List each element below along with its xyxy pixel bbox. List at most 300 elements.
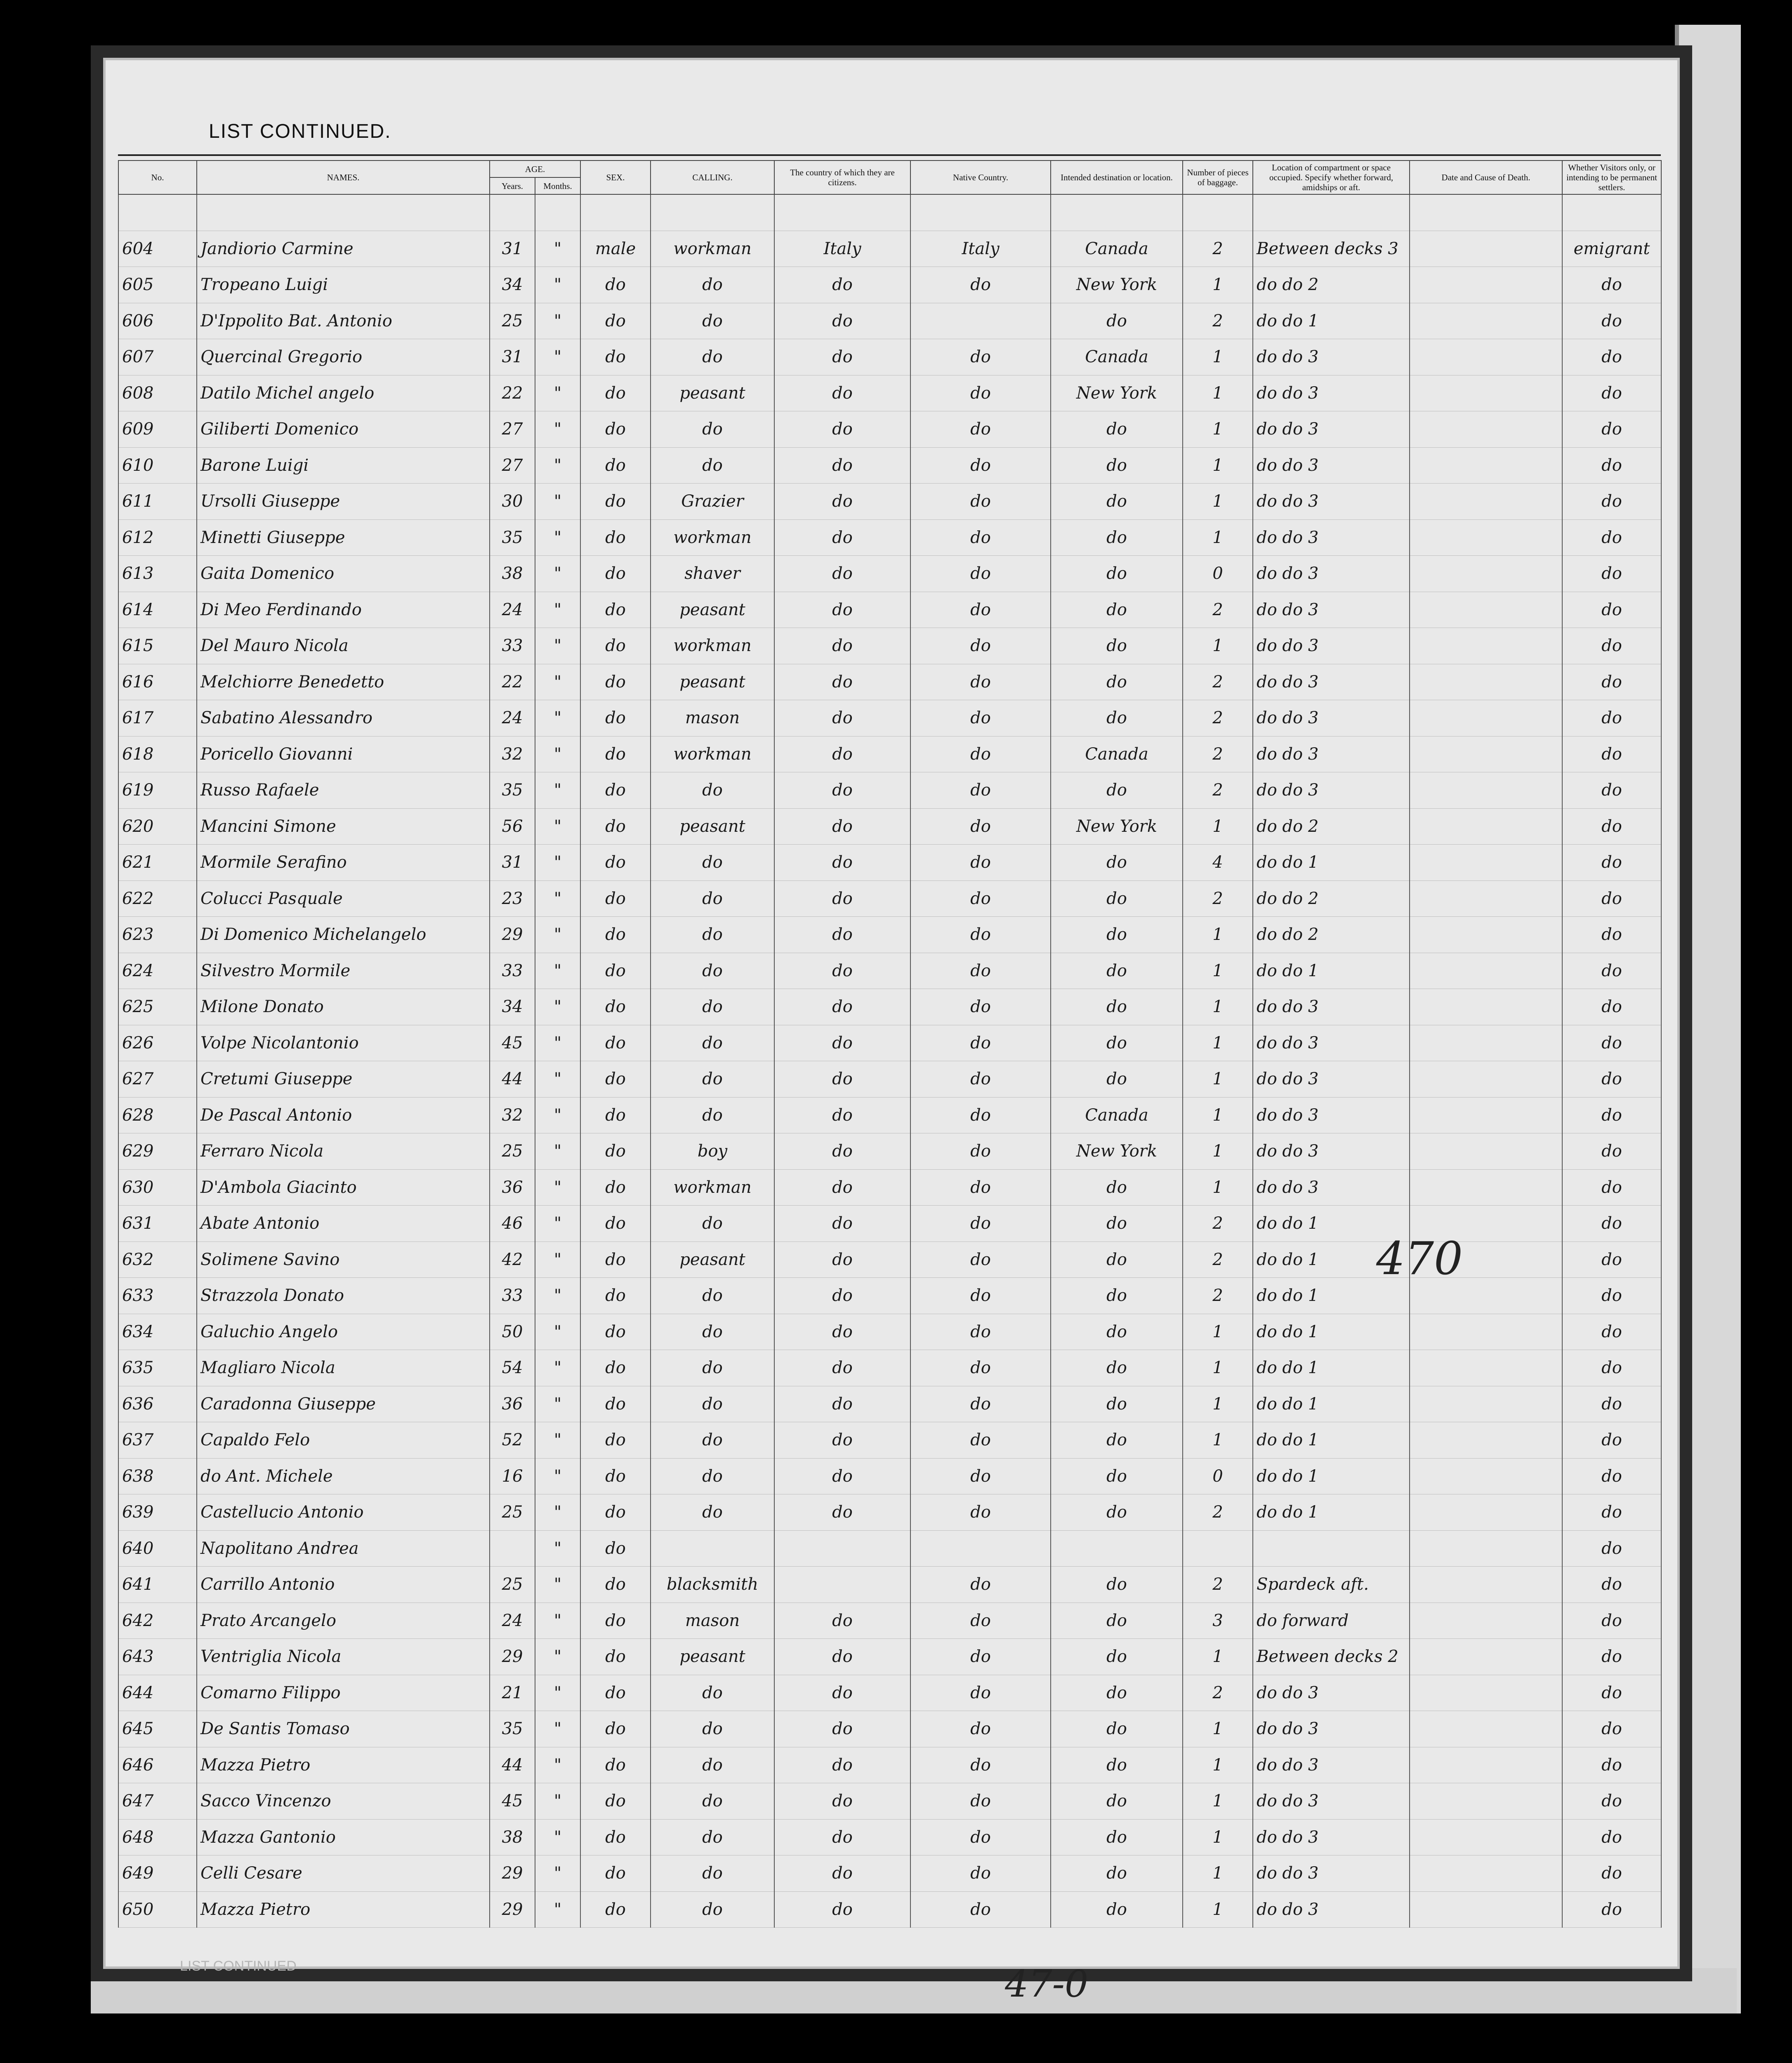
compartment-location-cell: do do 3: [1253, 772, 1410, 809]
sex-cell: do: [580, 411, 651, 448]
table-row: [118, 592, 1661, 628]
citizenship-cell: do: [774, 592, 910, 628]
passenger-name-cell: Prato Arcangelo: [197, 1603, 490, 1639]
table-row: [118, 1350, 1661, 1386]
table-row: [118, 519, 1661, 556]
age-months-cell: ": [535, 1530, 580, 1567]
settler-status-cell: do: [1562, 880, 1661, 917]
table-row: [118, 231, 1661, 267]
compartment-location-cell: do do 1: [1253, 1386, 1410, 1422]
calling-cell: workman: [651, 628, 774, 664]
death-info-cell: [1410, 1711, 1562, 1747]
sex-cell: do: [580, 1350, 651, 1386]
bottom-annotation: 47-0: [1005, 1962, 1089, 2006]
age-months-cell: ": [535, 375, 580, 411]
compartment-location-cell: do do 3: [1253, 1819, 1410, 1855]
baggage-count-cell: 1: [1183, 1783, 1253, 1820]
col-sex: SEX.: [580, 161, 651, 194]
age-months-cell: ": [535, 808, 580, 845]
citizenship-cell: do: [774, 664, 910, 700]
calling-cell: do: [651, 267, 774, 303]
citizenship-cell: do: [774, 1133, 910, 1170]
baggage-count-cell: 1: [1183, 1314, 1253, 1350]
sex-cell: do: [580, 519, 651, 556]
native-country-cell: do: [910, 1639, 1051, 1675]
age-months-cell: ": [535, 1350, 580, 1386]
baggage-count-cell: 1: [1183, 1639, 1253, 1675]
compartment-location-cell: Between decks 3: [1253, 231, 1410, 267]
death-info-cell: [1410, 845, 1562, 881]
compartment-location-cell: do do 2: [1253, 880, 1410, 917]
native-country-cell: do: [910, 447, 1051, 484]
compartment-location-cell: do do 2: [1253, 808, 1410, 845]
age-years-cell: 24: [490, 700, 535, 736]
passenger-name-cell: Datilo Michel angelo: [197, 375, 490, 411]
age-years-cell: 31: [490, 845, 535, 881]
death-info-cell: [1410, 1133, 1562, 1170]
settler-status-cell: do: [1562, 953, 1661, 989]
citizenship-cell: do: [774, 1278, 910, 1314]
age-years-cell: 34: [490, 267, 535, 303]
table-row: [118, 1675, 1661, 1711]
table-row: [118, 1422, 1661, 1459]
death-info-cell: [1410, 736, 1562, 772]
passenger-name-cell: Caradonna Giuseppe: [197, 1386, 490, 1422]
age-years-cell: 16: [490, 1458, 535, 1494]
age-months-cell: ": [535, 447, 580, 484]
calling-cell: do: [651, 1783, 774, 1820]
destination-cell: do: [1051, 917, 1183, 953]
sex-cell: do: [580, 447, 651, 484]
compartment-location-cell: do do 3: [1253, 1711, 1410, 1747]
age-months-cell: ": [535, 845, 580, 881]
baggage-count-cell: 1: [1183, 447, 1253, 484]
compartment-location-cell: do do 1: [1253, 953, 1410, 989]
sex-cell: do: [580, 1133, 651, 1170]
baggage-count-cell: 2: [1183, 1206, 1253, 1242]
calling-cell: do: [651, 1097, 774, 1133]
native-country-cell: do: [910, 339, 1051, 375]
passenger-name-cell: D'Ippolito Bat. Antonio: [197, 303, 490, 339]
age-years-cell: [490, 1530, 535, 1567]
citizenship-cell: do: [774, 1242, 910, 1278]
destination-cell: do: [1051, 989, 1183, 1025]
citizenship-cell: do: [774, 628, 910, 664]
passenger-name-cell: Sabatino Alessandro: [197, 700, 490, 736]
death-info-cell: [1410, 231, 1562, 267]
row-number-cell: 650: [118, 1891, 197, 1928]
native-country-cell: do: [910, 411, 1051, 448]
passenger-name-cell: Mazza Pietro: [197, 1891, 490, 1928]
age-years-cell: 38: [490, 1819, 535, 1855]
compartment-location-cell: do do 3: [1253, 1891, 1410, 1928]
compartment-location-cell: do do 3: [1253, 375, 1410, 411]
native-country-cell: do: [910, 1567, 1051, 1603]
destination-cell: do: [1051, 1206, 1183, 1242]
table-row: [118, 1891, 1661, 1928]
destination-cell: do: [1051, 1242, 1183, 1278]
citizenship-cell: do: [774, 303, 910, 339]
table-row: [118, 1747, 1661, 1783]
citizenship-cell: do: [774, 411, 910, 448]
binding-spine: [1675, 25, 1741, 2013]
table-row: [118, 736, 1661, 772]
destination-cell: New York: [1051, 375, 1183, 411]
compartment-location-cell: do do 3: [1253, 1675, 1410, 1711]
row-number-cell: 619: [118, 772, 197, 809]
age-months-cell: ": [535, 1675, 580, 1711]
table-row: [118, 411, 1661, 448]
native-country-cell: do: [910, 1314, 1051, 1350]
destination-cell: Canada: [1051, 736, 1183, 772]
death-info-cell: [1410, 1819, 1562, 1855]
compartment-location-cell: do do 1: [1253, 1458, 1410, 1494]
citizenship-cell: Italy: [774, 231, 910, 267]
passenger-name-cell: Magliaro Nicola: [197, 1350, 490, 1386]
row-number-cell: 604: [118, 231, 197, 267]
sex-cell: do: [580, 1097, 651, 1133]
baggage-count-cell: 2: [1183, 1278, 1253, 1314]
death-info-cell: [1410, 1783, 1562, 1820]
table-row: [118, 917, 1661, 953]
table-row: [118, 1314, 1661, 1350]
row-number-cell: 612: [118, 519, 197, 556]
age-years-cell: 29: [490, 1639, 535, 1675]
destination-cell: New York: [1051, 267, 1183, 303]
sex-cell: do: [580, 1567, 651, 1603]
sex-cell: do: [580, 1386, 651, 1422]
destination-cell: do: [1051, 1494, 1183, 1531]
native-country-cell: do: [910, 880, 1051, 917]
native-country-cell: do: [910, 1422, 1051, 1459]
table-row: [118, 845, 1661, 881]
age-months-cell: ": [535, 1278, 580, 1314]
header-row: [118, 161, 1661, 177]
passenger-name-cell: Solimene Savino: [197, 1242, 490, 1278]
table-row: [118, 1386, 1661, 1422]
row-number-cell: 623: [118, 917, 197, 953]
sex-cell: do: [580, 1891, 651, 1928]
settler-status-cell: do: [1562, 484, 1661, 520]
calling-cell: shaver: [651, 556, 774, 592]
calling-cell: do: [651, 303, 774, 339]
calling-cell: do: [651, 1675, 774, 1711]
row-number-cell: 634: [118, 1314, 197, 1350]
sex-cell: do: [580, 1783, 651, 1820]
age-months-cell: ": [535, 736, 580, 772]
sex-cell: do: [580, 989, 651, 1025]
age-months-cell: ": [535, 1783, 580, 1820]
row-number-cell: 622: [118, 880, 197, 917]
citizenship-cell: do: [774, 556, 910, 592]
death-info-cell: [1410, 1747, 1562, 1783]
settler-status-cell: do: [1562, 1783, 1661, 1820]
baggage-count-cell: 2: [1183, 231, 1253, 267]
compartment-location-cell: do do 2: [1253, 917, 1410, 953]
settler-status-cell: do: [1562, 592, 1661, 628]
native-country-cell: do: [910, 1386, 1051, 1422]
baggage-count-cell: 1: [1183, 1025, 1253, 1061]
destination-cell: do: [1051, 484, 1183, 520]
age-months-cell: ": [535, 1855, 580, 1892]
passenger-name-cell: Mazza Gantonio: [197, 1819, 490, 1855]
citizenship-cell: do: [774, 845, 910, 881]
destination-cell: New York: [1051, 808, 1183, 845]
compartment-location-cell: do do 3: [1253, 447, 1410, 484]
age-months-cell: ": [535, 628, 580, 664]
calling-cell: do: [651, 1711, 774, 1747]
death-info-cell: [1410, 700, 1562, 736]
table-row: [118, 1639, 1661, 1675]
native-country-cell: do: [910, 953, 1051, 989]
baggage-count-cell: 0: [1183, 556, 1253, 592]
settler-status-cell: do: [1562, 1206, 1661, 1242]
sex-cell: do: [580, 1242, 651, 1278]
destination-cell: New York: [1051, 1133, 1183, 1170]
age-years-cell: 22: [490, 664, 535, 700]
death-info-cell: [1410, 484, 1562, 520]
baggage-count-cell: 1: [1183, 1350, 1253, 1386]
age-years-cell: 30: [490, 484, 535, 520]
native-country-cell: [910, 1530, 1051, 1567]
baggage-count-cell: 2: [1183, 1675, 1253, 1711]
compartment-location-cell: do do 3: [1253, 1025, 1410, 1061]
col-no: No.: [118, 161, 197, 194]
native-country-cell: do: [910, 1061, 1051, 1098]
citizenship-cell: do: [774, 736, 910, 772]
compartment-location-cell: do do 3: [1253, 736, 1410, 772]
settler-status-cell: do: [1562, 1819, 1661, 1855]
compartment-location-cell: do do 1: [1253, 303, 1410, 339]
death-info-cell: [1410, 267, 1562, 303]
row-number-cell: 625: [118, 989, 197, 1025]
age-years-cell: 52: [490, 1422, 535, 1459]
baggage-count-cell: 2: [1183, 592, 1253, 628]
age-years-cell: 33: [490, 628, 535, 664]
citizenship-cell: do: [774, 1494, 910, 1531]
calling-cell: do: [651, 1061, 774, 1098]
settler-status-cell: do: [1562, 808, 1661, 845]
age-months-cell: ": [535, 772, 580, 809]
row-number-cell: 611: [118, 484, 197, 520]
death-info-cell: [1410, 1350, 1562, 1386]
native-country-cell: do: [910, 1783, 1051, 1820]
settler-status-cell: do: [1562, 1567, 1661, 1603]
row-number-cell: 624: [118, 953, 197, 989]
baggage-count-cell: 1: [1183, 339, 1253, 375]
sex-cell: do: [580, 845, 651, 881]
native-country-cell: do: [910, 1675, 1051, 1711]
baggage-count-cell: 1: [1183, 1386, 1253, 1422]
settler-status-cell: do: [1562, 1530, 1661, 1567]
age-years-cell: 29: [490, 1891, 535, 1928]
table-row: [118, 953, 1661, 989]
age-years-cell: 35: [490, 519, 535, 556]
compartment-location-cell: Spardeck aft.: [1253, 1567, 1410, 1603]
compartment-location-cell: do do 2: [1253, 267, 1410, 303]
passenger-name-cell: Russo Rafaele: [197, 772, 490, 809]
native-country-cell: do: [910, 1097, 1051, 1133]
sex-cell: do: [580, 1819, 651, 1855]
native-country-cell: do: [910, 1819, 1051, 1855]
destination-cell: Canada: [1051, 231, 1183, 267]
compartment-location-cell: do do 3: [1253, 339, 1410, 375]
native-country-cell: do: [910, 1891, 1051, 1928]
row-number-cell: 632: [118, 1242, 197, 1278]
sex-cell: do: [580, 1458, 651, 1494]
compartment-location-cell: do do 3: [1253, 484, 1410, 520]
passenger-name-cell: Minetti Giuseppe: [197, 519, 490, 556]
calling-cell: peasant: [651, 1242, 774, 1278]
table-row: [118, 1458, 1661, 1494]
citizenship-cell: [774, 1567, 910, 1603]
baggage-count-cell: 1: [1183, 267, 1253, 303]
passenger-name-cell: Strazzola Donato: [197, 1278, 490, 1314]
compartment-location-cell: do do 3: [1253, 700, 1410, 736]
age-years-cell: 33: [490, 1278, 535, 1314]
header-rule: [118, 154, 1661, 156]
citizenship-cell: do: [774, 1061, 910, 1098]
age-years-cell: 24: [490, 1603, 535, 1639]
death-info-cell: [1410, 1530, 1562, 1567]
passenger-name-cell: Giliberti Domenico: [197, 411, 490, 448]
table-body: [118, 194, 1661, 1928]
destination-cell: do: [1051, 880, 1183, 917]
passenger-name-cell: Ferraro Nicola: [197, 1133, 490, 1170]
destination-cell: do: [1051, 1603, 1183, 1639]
settler-status-cell: do: [1562, 1747, 1661, 1783]
sex-cell: do: [580, 556, 651, 592]
table-row: [118, 1783, 1661, 1820]
sex-cell: do: [580, 664, 651, 700]
calling-cell: do: [651, 880, 774, 917]
death-info-cell: [1410, 808, 1562, 845]
baggage-count-cell: 1: [1183, 411, 1253, 448]
baggage-count-cell: 2: [1183, 736, 1253, 772]
sex-cell: do: [580, 808, 651, 845]
settler-status-cell: do: [1562, 1603, 1661, 1639]
row-number-cell: 647: [118, 1783, 197, 1820]
passenger-name-cell: Barone Luigi: [197, 447, 490, 484]
baggage-count-cell: 1: [1183, 628, 1253, 664]
row-number-cell: 616: [118, 664, 197, 700]
native-country-cell: do: [910, 1350, 1051, 1386]
calling-cell: workman: [651, 1169, 774, 1206]
settler-status-cell: do: [1562, 1169, 1661, 1206]
baggage-count-cell: 1: [1183, 1819, 1253, 1855]
age-years-cell: 42: [490, 1242, 535, 1278]
compartment-location-cell: do do 3: [1253, 1783, 1410, 1820]
table-row: [118, 1567, 1661, 1603]
row-number-cell: 637: [118, 1422, 197, 1459]
baggage-count-cell: 2: [1183, 664, 1253, 700]
destination-cell: do: [1051, 519, 1183, 556]
row-number-cell: 639: [118, 1494, 197, 1531]
calling-cell: workman: [651, 736, 774, 772]
age-years-cell: 32: [490, 736, 535, 772]
age-months-cell: ": [535, 700, 580, 736]
bleed-through-text: LIST CONTINUED: [180, 1958, 297, 1974]
age-months-cell: ": [535, 1206, 580, 1242]
age-years-cell: 23: [490, 880, 535, 917]
baggage-count-cell: 2: [1183, 1494, 1253, 1531]
citizenship-cell: do: [774, 917, 910, 953]
calling-cell: do: [651, 1314, 774, 1350]
citizenship-cell: do: [774, 880, 910, 917]
compartment-location-cell: [1253, 1530, 1410, 1567]
sex-cell: do: [580, 1169, 651, 1206]
col-settler: Whether Visitors only, or intending to be permanent settlers.: [1562, 161, 1661, 194]
table-row: [118, 1603, 1661, 1639]
settler-status-cell: do: [1562, 375, 1661, 411]
passenger-name-cell: Colucci Pasquale: [197, 880, 490, 917]
destination-cell: do: [1051, 1025, 1183, 1061]
destination-cell: do: [1051, 1819, 1183, 1855]
passenger-name-cell: Mormile Serafino: [197, 845, 490, 881]
calling-cell: do: [651, 339, 774, 375]
native-country-cell: do: [910, 772, 1051, 809]
compartment-location-cell: do do 3: [1253, 628, 1410, 664]
row-number-cell: 649: [118, 1855, 197, 1892]
age-months-cell: ": [535, 1025, 580, 1061]
age-years-cell: 46: [490, 1206, 535, 1242]
baggage-count-cell: 1: [1183, 1061, 1253, 1098]
age-months-cell: ": [535, 484, 580, 520]
baggage-count-cell: 1: [1183, 1169, 1253, 1206]
settler-status-cell: do: [1562, 989, 1661, 1025]
native-country-cell: do: [910, 1025, 1051, 1061]
death-info-cell: [1410, 1603, 1562, 1639]
citizenship-cell: do: [774, 1855, 910, 1892]
death-info-cell: [1410, 1025, 1562, 1061]
baggage-count-cell: [1183, 1530, 1253, 1567]
calling-cell: do: [651, 1206, 774, 1242]
destination-cell: do: [1051, 303, 1183, 339]
row-number-cell: 607: [118, 339, 197, 375]
citizenship-cell: do: [774, 339, 910, 375]
citizenship-cell: do: [774, 1819, 910, 1855]
death-info-cell: [1410, 989, 1562, 1025]
baggage-count-cell: 1: [1183, 1422, 1253, 1459]
compartment-location-cell: do do 3: [1253, 1855, 1410, 1892]
calling-cell: blacksmith: [651, 1567, 774, 1603]
age-months-cell: ": [535, 592, 580, 628]
death-info-cell: [1410, 1855, 1562, 1892]
age-months-cell: ": [535, 267, 580, 303]
native-country-cell: do: [910, 1855, 1051, 1892]
row-number-cell: 641: [118, 1567, 197, 1603]
compartment-location-cell: do do 3: [1253, 1061, 1410, 1098]
destination-cell: do: [1051, 411, 1183, 448]
compartment-location-cell: do do 3: [1253, 411, 1410, 448]
age-years-cell: 35: [490, 772, 535, 809]
settler-status-cell: do: [1562, 267, 1661, 303]
settler-status-cell: do: [1562, 1458, 1661, 1494]
death-info-cell: [1410, 519, 1562, 556]
citizenship-cell: do: [774, 484, 910, 520]
settler-status-cell: do: [1562, 845, 1661, 881]
citizenship-cell: do: [774, 808, 910, 845]
age-years-cell: 50: [490, 1314, 535, 1350]
baggage-count-cell: 1: [1183, 953, 1253, 989]
compartment-location-cell: do do 3: [1253, 1133, 1410, 1170]
destination-cell: do: [1051, 1350, 1183, 1386]
calling-cell: workman: [651, 231, 774, 267]
row-number-cell: 629: [118, 1133, 197, 1170]
death-info-cell: [1410, 303, 1562, 339]
col-death: Date and Cause of Death.: [1410, 161, 1562, 194]
age-years-cell: 44: [490, 1061, 535, 1098]
